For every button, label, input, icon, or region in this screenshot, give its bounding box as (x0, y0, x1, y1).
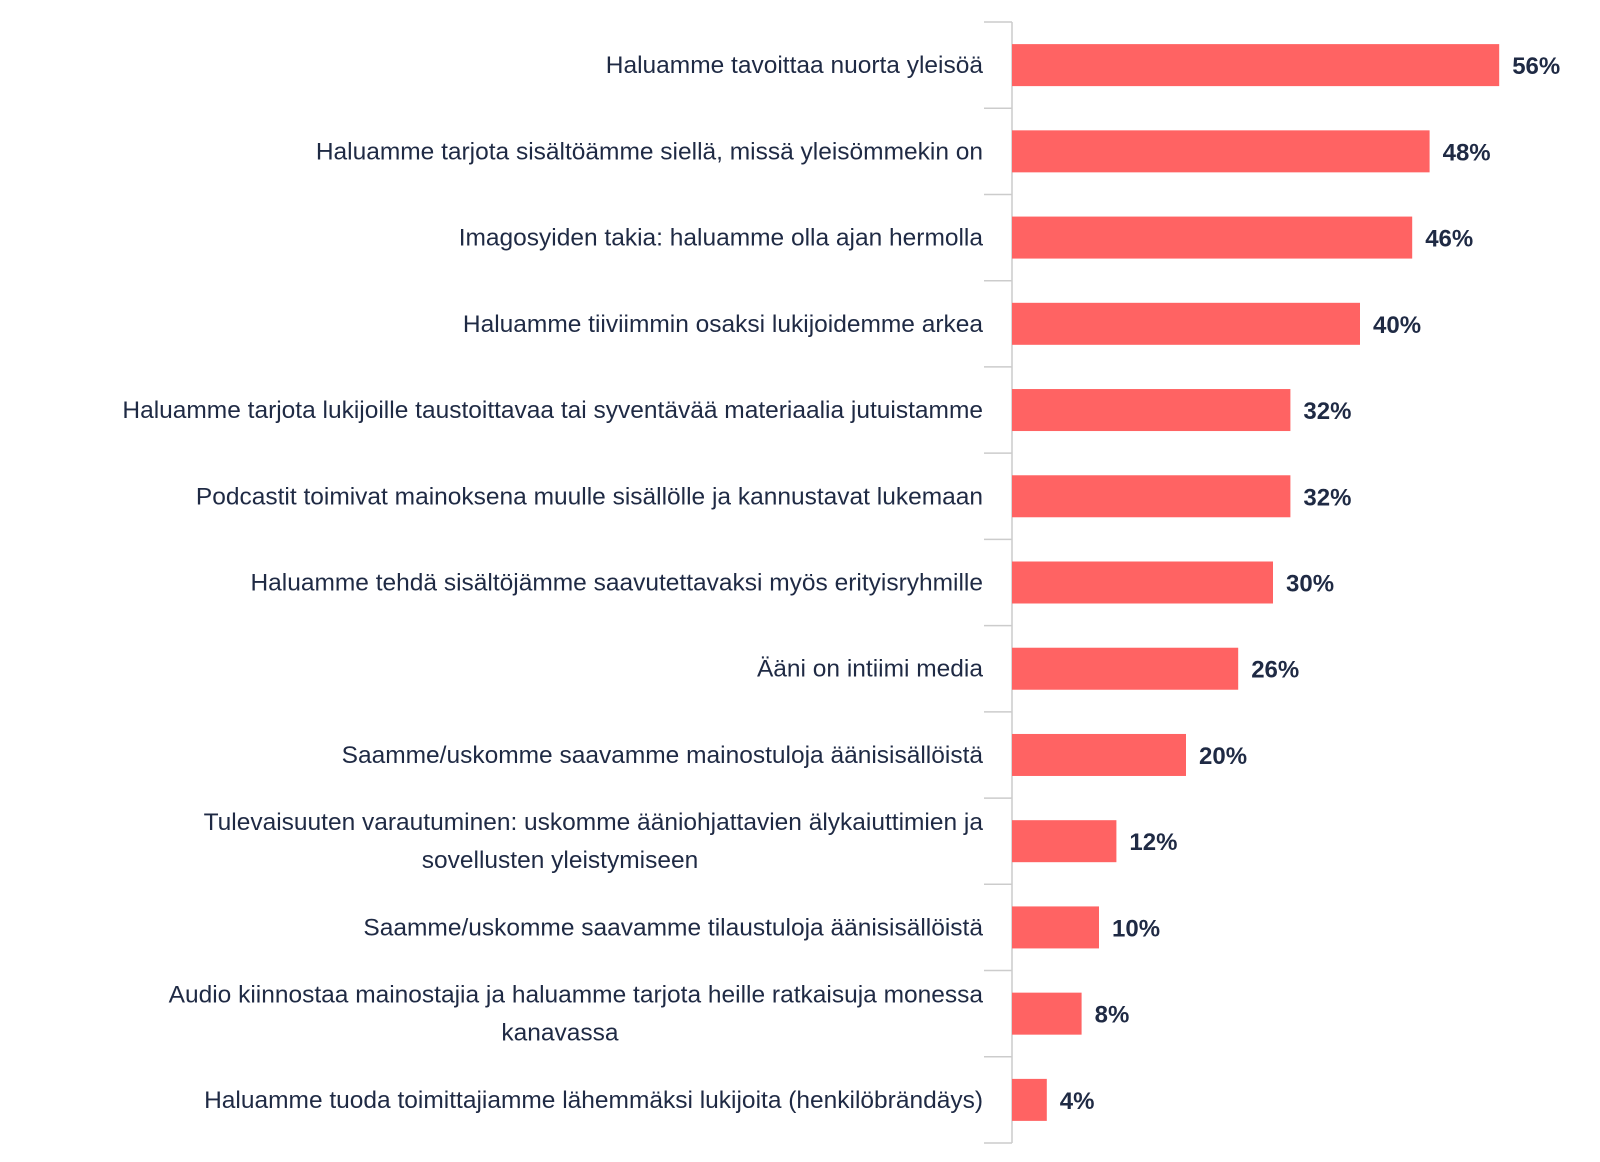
category-label-5 (196, 483, 983, 510)
bar-10 (1012, 906, 1099, 948)
data-label-4: 32% (1303, 398, 1352, 426)
category-label-10 (363, 914, 983, 941)
bar-8 (1012, 734, 1186, 776)
data-label-0: 56% (1512, 53, 1561, 81)
bar-2 (1012, 217, 1412, 259)
bar-3 (1012, 303, 1360, 345)
bar-9 (1012, 820, 1116, 862)
category-label-0-line-0: Haluamme tavoittaa nuorta yleisöä (605, 52, 983, 80)
bar-5 (1012, 475, 1290, 517)
bar-6 (1012, 562, 1273, 604)
category-label-7 (757, 656, 983, 683)
category-label-4-line-0: Haluamme tarjota lukijoille taustoittavaa tai syventävää materiaalia jutuistamme (122, 397, 983, 425)
data-label-1: 48% (1442, 139, 1491, 167)
bar-7 (1012, 648, 1238, 690)
category-label-1 (316, 138, 983, 165)
category-label-9-line-1: sovellusten yleistymiseen (421, 847, 699, 875)
category-label-1-line-0: Haluamme tarjota sisältöämme siellä, missä yleisömmekin on (315, 138, 983, 166)
data-label-12: 4% (1059, 1087, 1095, 1115)
bar-12 (1012, 1079, 1047, 1121)
category-label-8 (342, 742, 984, 769)
data-label-9: 12% (1129, 829, 1178, 857)
category-label-3 (463, 311, 983, 338)
category-label-12-line-0: Haluamme tuoda toimittajiamme lähemmäksi lukijoita (henkilöbrändäys) (204, 1086, 983, 1114)
bar-1 (1012, 130, 1430, 172)
category-label-6-line-0: Haluamme tehdä sisältöjämme saavutettavaksi myös erityisryhmille (250, 569, 983, 597)
category-label-11-line-0: Audio kiinnostaa mainostajia ja haluamme tarjota heille ratkaisuja monessa (168, 981, 983, 1009)
axis-layer (984, 22, 1012, 1143)
category-label-6 (250, 570, 983, 597)
category-label-2 (459, 225, 984, 252)
data-label-3: 40% (1373, 311, 1422, 339)
data-label-7: 26% (1251, 656, 1300, 684)
category-label-10-line-0: Saamme/uskomme saavamme tilaustuloja äänisisällöistä (363, 914, 983, 942)
category-label-4 (122, 397, 983, 424)
category-label-11-line-1: kanavassa (501, 1019, 619, 1047)
data-label-2: 46% (1425, 225, 1474, 253)
category-label-3-line-0: Haluamme tiiviimmin osaksi lukijoidemme arkea (462, 310, 983, 338)
category-label-9 (204, 809, 984, 874)
data-label-8: 20% (1199, 742, 1248, 770)
bar-0 (1012, 44, 1499, 86)
category-label-9-line-0: Tulevaisuuten varautuminen: uskomme ääniohjattavien älykaiuttimien ja (203, 809, 983, 837)
data-label-6: 30% (1286, 570, 1335, 598)
category-label-5-line-0: Podcastit toimivat mainoksena muulle sisällölle ja kannustavat lukemaan (195, 483, 983, 511)
data-label-11: 8% (1094, 1001, 1130, 1029)
category-label-8-line-0: Saamme/uskomme saavamme mainostuloja äänisisällöistä (341, 741, 983, 769)
category-label-7-line-0: Ääni on intiimi media (756, 655, 983, 683)
labels-layer (122, 52, 1560, 1115)
category-label-0 (606, 52, 984, 79)
category-label-2-line-0: Imagosyiden takia: haluamme olla ajan hermolla (458, 224, 983, 252)
data-label-5: 32% (1303, 484, 1352, 512)
bar-11 (1012, 993, 1082, 1035)
data-label-10: 10% (1112, 915, 1161, 943)
category-label-11 (169, 982, 984, 1047)
bars-layer (1012, 44, 1499, 1121)
bar-4 (1012, 389, 1290, 431)
category-label-12 (204, 1087, 983, 1114)
